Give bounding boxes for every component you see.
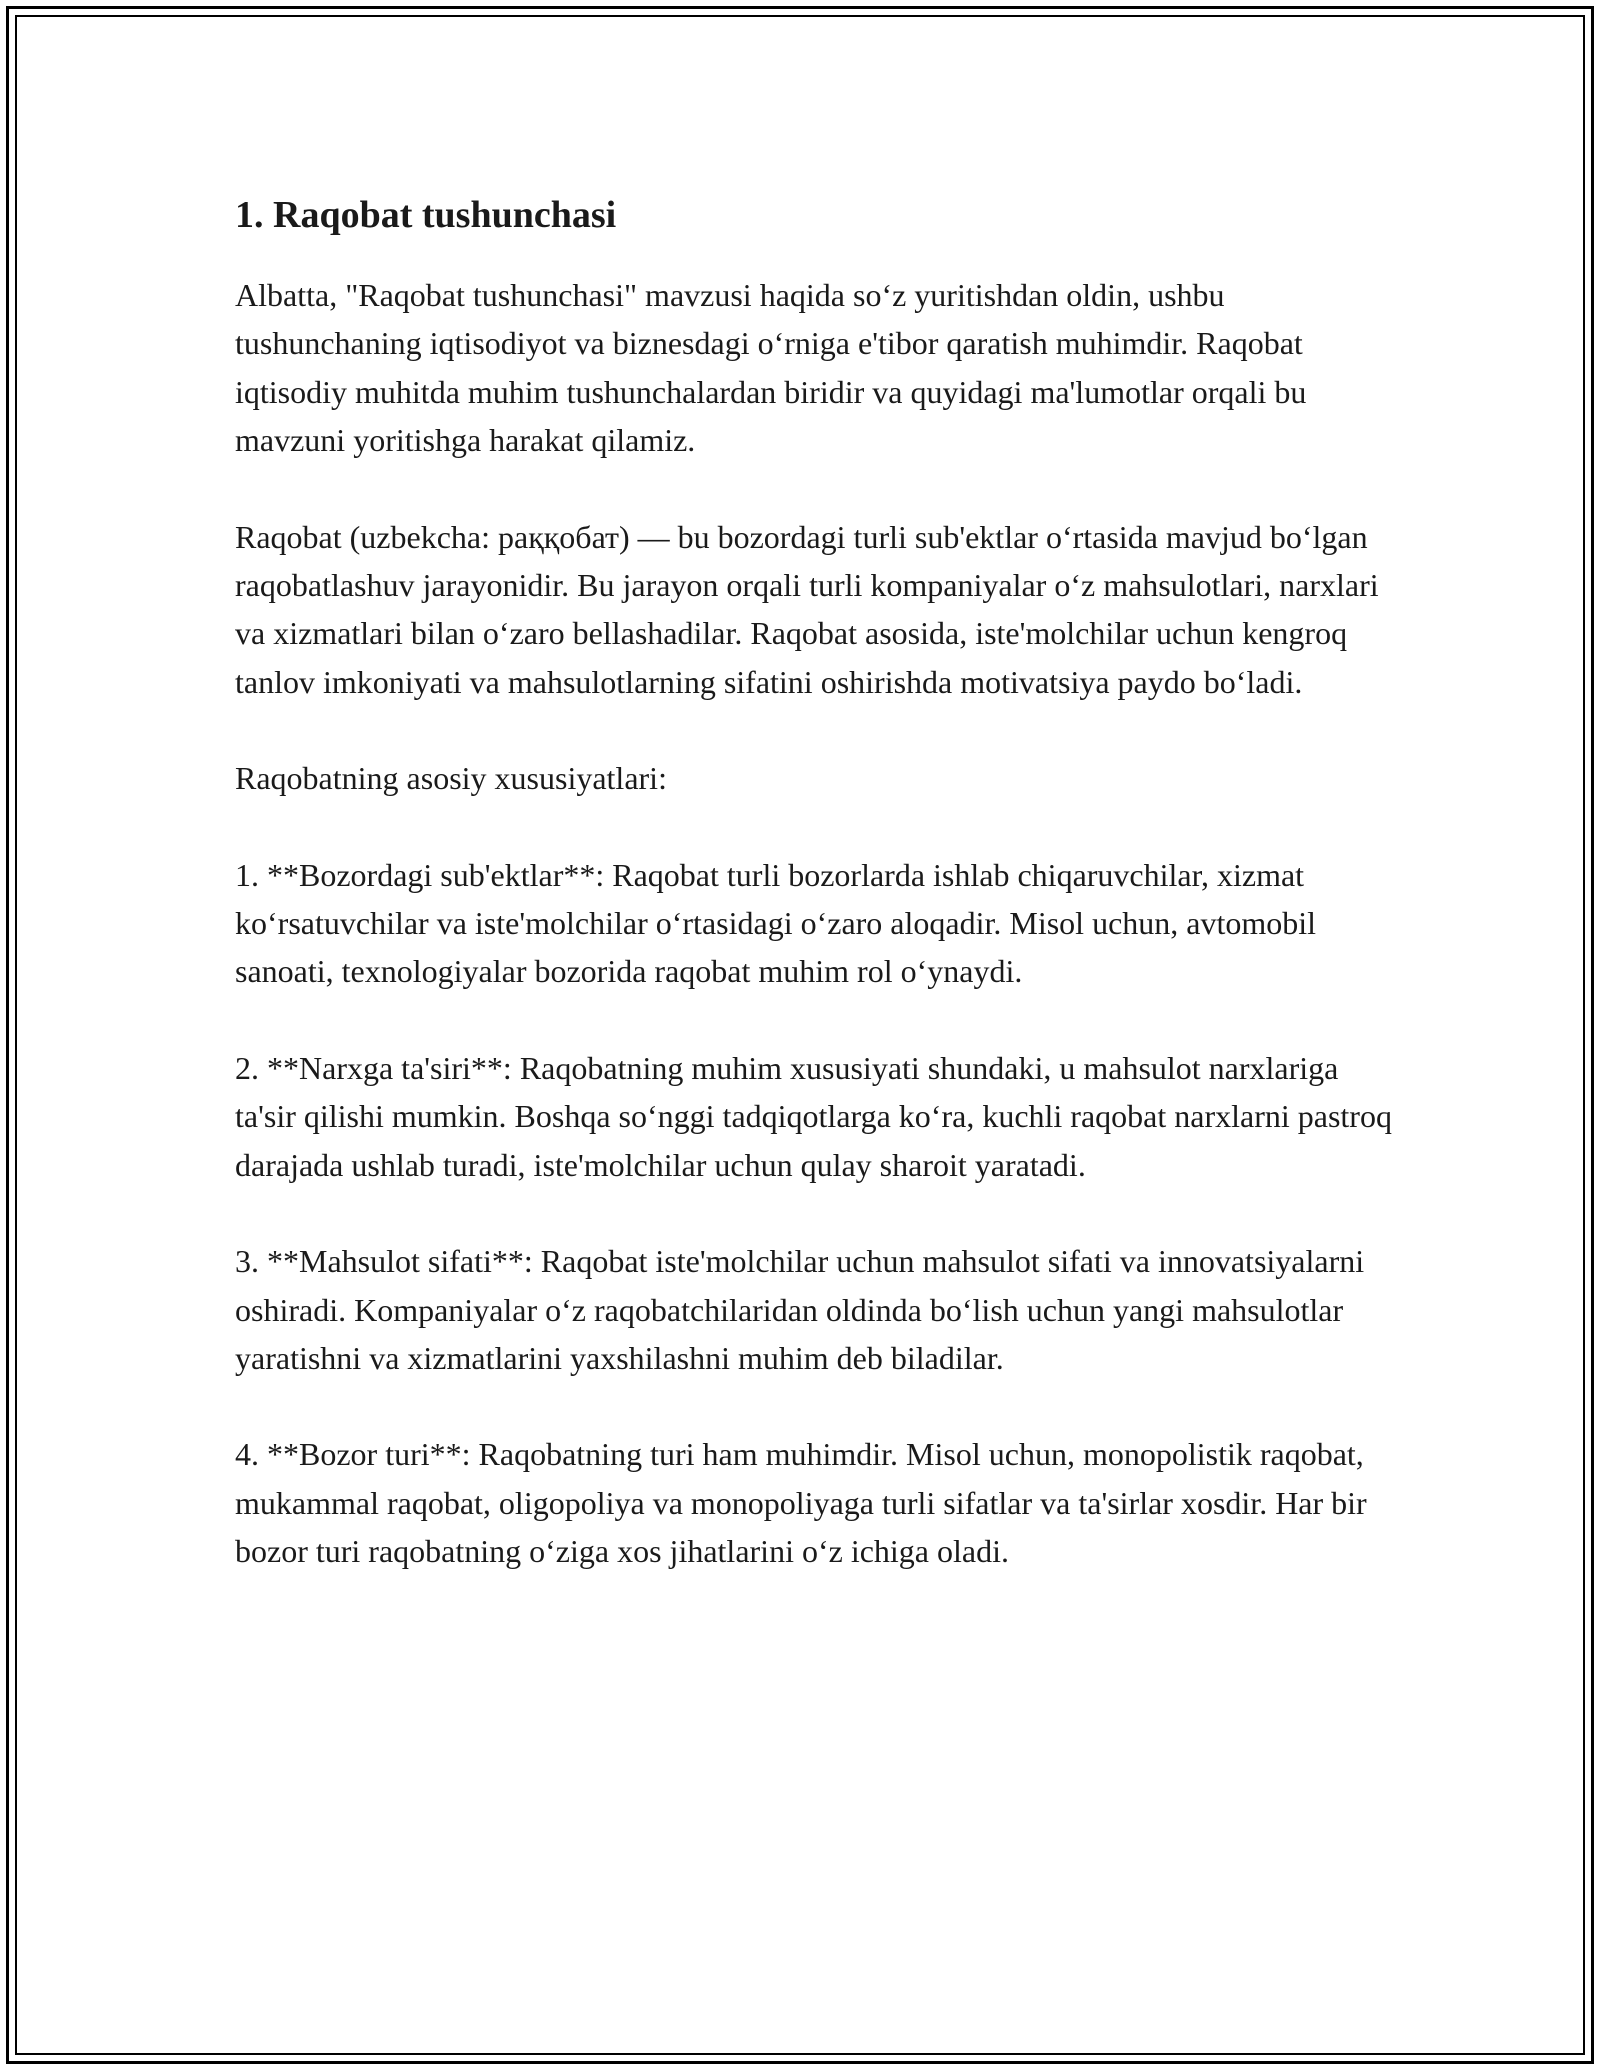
paragraph-intro: Albatta, "Raqobat tushunchasi" mavzusi haqida so‘z yuritishdan oldin, ushbu tushunchaning iqtisodiyot va biznesdagi o‘rniga e'tibor qaratish muhimdir. Raqobat iqtisodiy muhitda muhim tushunchalardan biridir va quyidagi ma'lumotlar orqali bu mavzuni yoritishga harakat qilamiz.	[235, 277, 1307, 459]
document-body	[235, 185, 1395, 1576]
page-title: 1. Raqobat tushunchasi	[235, 194, 617, 236]
list-item-market-subjects: 1. **Bozordagi sub'ektlar**: Raqobat turli bozorlarda ishlab chiqaruvchilar, xizmat ko‘rsatuvchilar va iste'molchilar o‘rtasidagi o‘zaro aloqadir. Misol uchun, avtomobil sanoati, texnologiyalar bozorida raqobat muhim rol o‘ynaydi.	[235, 856, 1317, 990]
paragraph-features-heading: Raqobatning asosiy xususiyatlari:	[235, 760, 667, 797]
list-item-market-type: 4. **Bozor turi**: Raqobatning turi ham muhimdir. Misol uchun, monopolistik raqobat, mukammal raqobat, oligopoliya va monopoliyaga turli sifatlar va ta'sirlar xosdir. Har bir bozor turi raqobatning o‘ziga xos jihatlarini o‘z ichiga oladi.	[235, 1436, 1367, 1570]
paragraph-definition: Raqobat (uzbekcha: раққобат) — bu bozordagi turli sub'ektlar o‘rtasida mavjud bo‘lgan raqobatlashuv jarayonidir. Bu jarayon orqali turli kompaniyalar o‘z mahsulotlari, narxlari va xizmatlari bilan o‘zaro bellashadilar. Raqobat asosida, iste'molchilar uchun kengroq tanlov imkoniyati va mahsulotlarning sifatini oshirishda motivatsiya paydo bo‘ladi.	[235, 518, 1379, 700]
list-item-price-effect: 2. **Narxga ta'siri**: Raqobatning muhim xususiyati shundaki, u mahsulot narxlariga ta'sir qilishi mumkin. Boshqa so‘nggi tadqiqotlarga ko‘ra, kuchli raqobat narxlarni pastroq darajada ushlab turadi, iste'molchilar uchun qulay sharoit yaratadi.	[235, 1049, 1392, 1183]
list-item-product-quality: 3. **Mahsulot sifati**: Raqobat iste'molchilar uchun mahsulot sifati va innovatsiyalarni oshiradi. Kompaniyalar o‘z raqobatchilaridan oldinda bo‘lish uchun yangi mahsulotlar yaratishni va xizmatlarini yaxshilashni muhim deb biladilar.	[235, 1243, 1365, 1376]
